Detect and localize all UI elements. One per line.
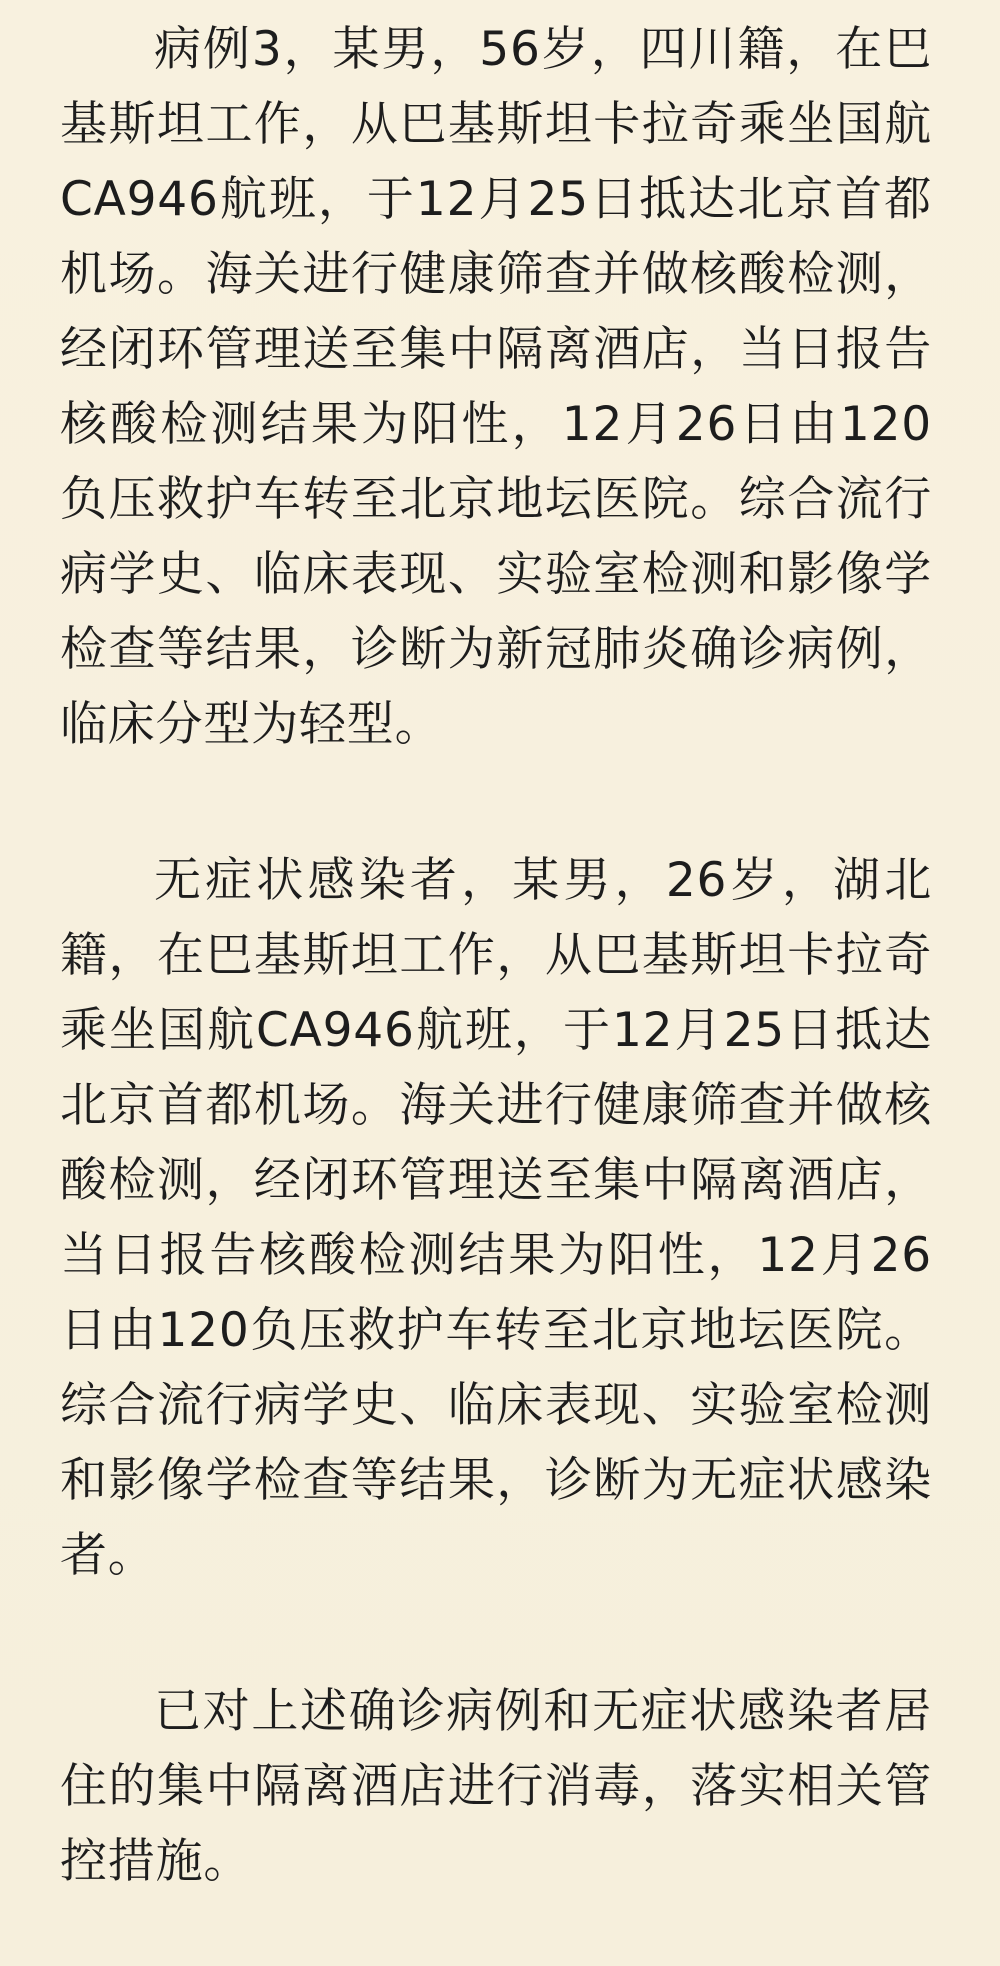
article-content bbox=[60, 12, 932, 1966]
control-measures-paragraph: 已对上述确诊病例和无症状感染者居住的集中隔离酒店进行消毒，落实相关管控措施。 bbox=[60, 1684, 932, 1889]
asymptomatic-case-paragraph: 无症状感染者，某男，26岁，湖北籍，在巴基斯坦工作，从巴基斯坦卡拉奇乘坐国航CA946航班，于12月25日抵达北京首都机场。海关进行健康筛查并做核酸检测，经闭环管理送至集中隔离酒店，当日报告核酸检测结果为阳性，12月26日由120负压救护车转至北京地坛医院。综合流行病学史、临床表现、实验室检测和影像学检查等结果，诊断为无症状感染者。 bbox=[60, 853, 932, 1583]
case-3-paragraph: 病例3，某男，56岁，四川籍，在巴基斯坦工作，从巴基斯坦卡拉奇乘坐国航CA946航班，于12月25日抵达北京首都机场。海关进行健康筛查并做核酸检测，经闭环管理送至集中隔离酒店，当日报告核酸检测结果为阳性，12月26日由120负压救护车转至北京地坛医院。综合流行病学史、临床表现、实验室检测和影像学检查等结果，诊断为新冠肺炎确诊病例，临床分型为轻型。 bbox=[60, 22, 932, 752]
